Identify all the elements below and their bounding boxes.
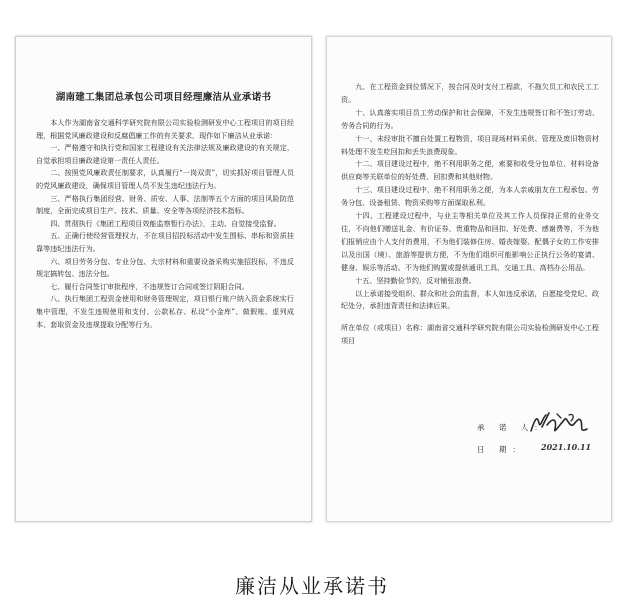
commitment-item-3: 三、严格执行集团经营、财务、质安、人事、法制等五个方面的项目风险防范制度，全面完成项目生产、技术、质量、安全等各项经济技术指标。 [36, 193, 294, 216]
commitment-item-7: 七、履行合同签订审批程序，不违规签订合同或签订阴阳合同。 [50, 281, 249, 291]
commitment-item-4: 四、贯彻执行《集团工程项目效能监察暂行办法》，主动、自觉接受监督。 [50, 218, 281, 228]
left-document-page [15, 36, 312, 522]
date-label: 日 期： [477, 445, 526, 454]
promisor-label: 承 诺 人： [477, 423, 548, 432]
page-caption: 廉洁从业承诺书 [235, 574, 389, 598]
commitment-item-5: 五、正确行使经营管理权力，不在项目招投标活动中发生围标、串标和资质挂靠等违纪违法行为。 [36, 231, 294, 253]
unit-name-line: 所在单位（或项目）名称：湖南省交通科学研究院有限公司实验检测研发中心工程项目 [341, 322, 599, 345]
supervision-paragraph: 以上承诺接受组织、群众和社会的监督，本人如违反承诺，自愿接受党纪、政纪处分，承担违背责任和法律后果。 [341, 288, 599, 311]
commitment-item-15: 十五、坚持勤俭节约，反对铺张浪费。 [355, 275, 476, 285]
date-row [477, 444, 526, 455]
commitment-item-12: 十二、项目建设过程中，绝不利用职务之便，索要和收受分包单位、材料设备供应商等关联单位的好处费、回扣费和其他财物。 [341, 159, 599, 182]
commitment-item-14: 十四、工程建设过程中，与业主等相关单位及其工作人员保持正常的业务交往，不向他们赠送礼金、有价证券、贵重物品和回扣、好处费、感谢费等，不为他们报销应由个人支付的费用，不为他们装修住房、婚丧嫁娶、配偶子女的工作安排以及出国（境）、旅游等提供方便，不为他们组织可能影响公正执行公务的宴请、健身、娱乐等活动。不为他们购置或提供通讯工具、交通工具、高档办公用品。 [341, 211, 599, 272]
document-title: 湖南建工集团总承包公司项目经理廉洁从业承诺书 [55, 92, 272, 103]
handwritten-signature-icon [527, 409, 593, 439]
right-document-page [326, 36, 612, 522]
commitment-item-11: 十一、未经审批不擅自处置工程物资，项目现场材料采供、管理及废旧物资材料处理不发生吃回扣和丢失浪费现象。 [341, 133, 599, 156]
commitment-item-13: 十三、项目建设过程中，绝不利用职务之便，为本人亲戚朋友在工程承包、劳务分包、设备租赁、物资采购等方面谋取私利。 [341, 185, 599, 208]
handwritten-date: 2021.10.11 [541, 442, 592, 452]
commitment-item-9: 九、在工程资金到位情况下，按合同及时支付工程款，不拖欠员工和农民工工资。 [341, 82, 599, 104]
commitment-item-1: 一、严格遵守和执行党和国家工程建设有关法律法规及廉政建设的有关规定，自觉承担项目廉政建设第一责任人责任。 [36, 143, 294, 165]
left-page-body [36, 117, 294, 331]
commitment-item-6: 六、项目劳务分包、专业分包、大宗材料和重要设备采购实施招投标，不违反规定搞转包、违法分包。 [36, 256, 294, 279]
commitment-item-8: 八、执行集团工程资金使用和财务管理规定，项目银行账户纳入资金系统实行集中管理，不发生违规使用和支付、公款私存、私设“小金库”、做假账、虚列成本、套取资金及违规提取分配等行为。 [36, 294, 294, 329]
commitment-item-10: 十、认真落实项目员工劳动保护和社会保障，不发生违规签订和不签订劳动、劳务合同的行为。 [341, 107, 599, 130]
right-page-body [341, 81, 599, 348]
commitment-item-2: 二、按照党风廉政责任制要求，认真履行“一岗双责”，切实抓好项目管理人员的党风廉政建设，确保项目管理人员不发生违纪违法行为。 [36, 168, 294, 190]
intro-paragraph: 本人作为湖南省交通科学研究院有限公司实验检测研发中心工程项目的项目经理，根据党风廉政建设和反腐倡廉工作的有关要求，现作如下廉洁从业承诺： [36, 118, 294, 140]
